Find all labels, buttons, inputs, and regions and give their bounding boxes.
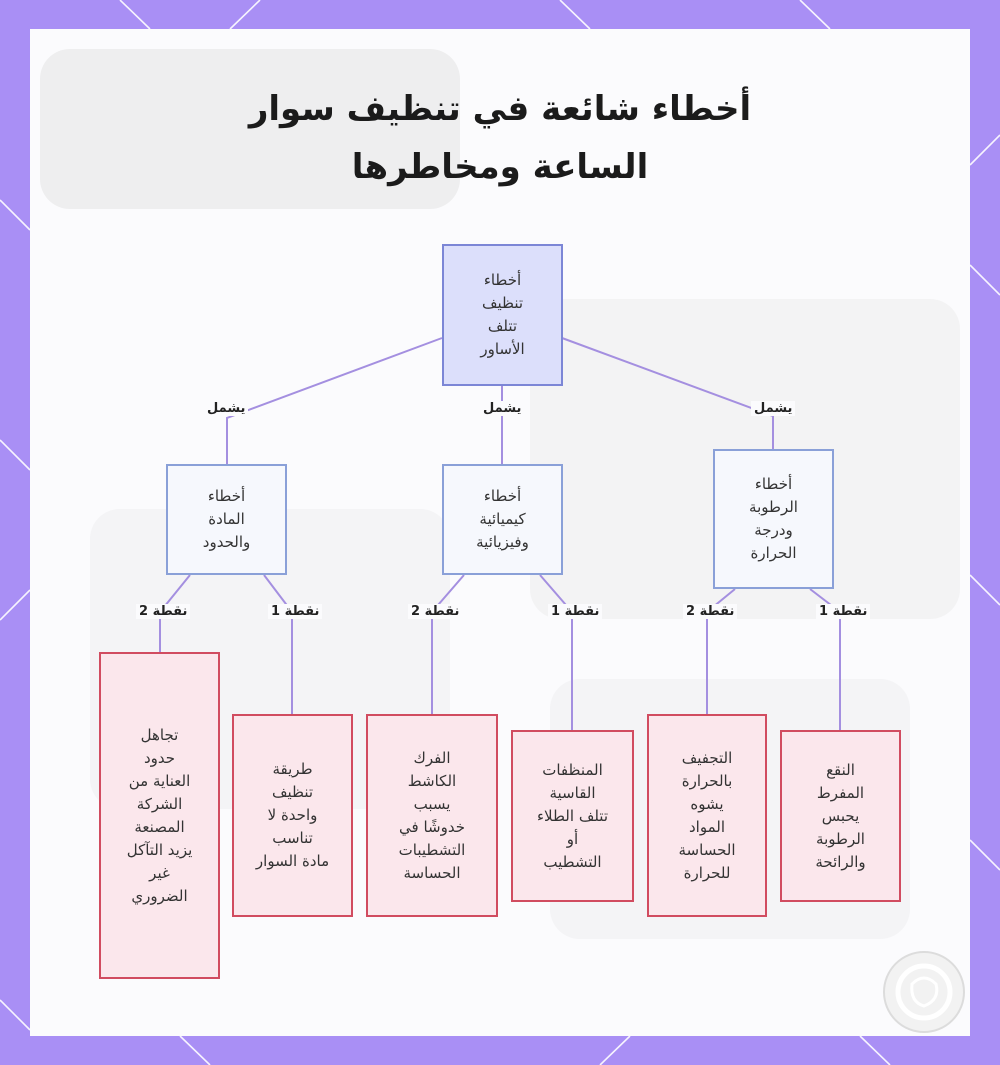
node-line: طريقة: [272, 760, 313, 778]
node-line: التشطيب: [543, 852, 602, 871]
node-line: بالحرارة: [681, 771, 733, 790]
node-line: كيميائية: [479, 510, 526, 528]
node-line: والرائحة: [815, 852, 866, 871]
node-line: الضروري: [131, 886, 188, 905]
node-line: الأساور: [480, 340, 525, 358]
leaf-node-one-method: [232, 714, 353, 917]
leaf-node-heat-drying: [647, 714, 767, 917]
node-line: المنظفات: [542, 760, 603, 779]
node-line: ودرجة: [754, 521, 793, 539]
node-line: يسبب: [413, 794, 451, 813]
node-line: الشركة: [136, 794, 183, 813]
node-line: أخطاء: [754, 475, 793, 493]
node-line: الحرارة: [750, 544, 797, 562]
node-line: تتلف: [487, 317, 518, 335]
brand-circle-icon: [882, 950, 966, 1034]
edge-root-to-category-1: [227, 338, 442, 464]
node-line: المفرط: [816, 783, 865, 802]
leaf-node-harsh-cleaners: [511, 730, 634, 902]
node-line: والحدود: [202, 533, 251, 551]
point-label: نقطة 1: [268, 604, 322, 619]
edge-root-to-category-3: [562, 338, 773, 449]
node-line: تنظيف: [481, 294, 524, 312]
node-line: وفيزيائية: [476, 533, 529, 551]
node-line: المادة: [208, 510, 245, 528]
category-node-moisture: [713, 449, 834, 589]
node-line: تجاهل: [140, 725, 179, 744]
edge-label: يشمل: [204, 401, 248, 416]
node-line: واحدة لا: [267, 806, 318, 824]
node-line: الحساسة: [403, 863, 461, 882]
edge-label: يشمل: [751, 401, 795, 416]
node-line: الفرك: [413, 748, 451, 767]
node-line: أخطاء: [483, 487, 522, 505]
node-line: القاسية: [549, 783, 596, 802]
node-line: تتلف الطلاء: [537, 806, 609, 825]
node-line: المصنعة: [134, 817, 185, 836]
edge-category-2-to-leaf-4: [540, 575, 572, 730]
node-line: حدود: [143, 748, 176, 767]
point-label: نقطة 1: [816, 604, 870, 619]
point-label: نقطة 2: [408, 604, 462, 619]
node-line: أخطاء: [483, 271, 522, 289]
node-line: التجفيف: [681, 748, 733, 767]
category-node-chemical: [442, 464, 563, 575]
node-line: غير: [149, 863, 170, 882]
node-line: يحبس: [821, 806, 860, 825]
node-line: أو: [566, 829, 579, 848]
leaf-node-soaking: [780, 730, 901, 902]
root-node: [442, 244, 563, 386]
node-line: أخطاء: [207, 487, 246, 505]
node-line: للحرارة: [683, 863, 731, 882]
category-node-material: [166, 464, 287, 575]
title-line: أخطاء شائعة في تنظيف سوار: [248, 89, 752, 129]
node-line: مادة السوار: [255, 852, 330, 870]
edge-label: يشمل: [480, 401, 524, 416]
node-line: الكاشط: [407, 771, 457, 790]
edge-category-2-to-leaf-3: [432, 575, 464, 714]
node-line: النقع: [826, 760, 855, 779]
node-line: التشطيبات: [398, 840, 466, 859]
node-line: العناية من: [128, 771, 191, 790]
point-label: نقطة 2: [136, 604, 190, 619]
node-line: تناسب: [272, 829, 313, 847]
node-line: يزيد التآكل: [126, 840, 193, 859]
node-line: الحساسة: [678, 840, 736, 859]
edge-category-1-to-leaf-2: [264, 575, 292, 714]
node-line: الرطوبة: [816, 829, 865, 848]
leaf-node-ignore-limits: [99, 652, 220, 979]
node-line: المواد: [689, 817, 726, 836]
title-line: الساعة ومخاطرها: [351, 147, 649, 187]
node-line: يشوه: [690, 794, 724, 813]
node-line: الرطوبة: [749, 498, 798, 516]
point-label: نقطة 1: [548, 604, 602, 619]
point-label: نقطة 2: [683, 604, 737, 619]
leaf-node-abrasive: [366, 714, 498, 917]
node-line: تنظيف: [271, 783, 314, 801]
node-line: خدوشًا في: [399, 817, 465, 836]
